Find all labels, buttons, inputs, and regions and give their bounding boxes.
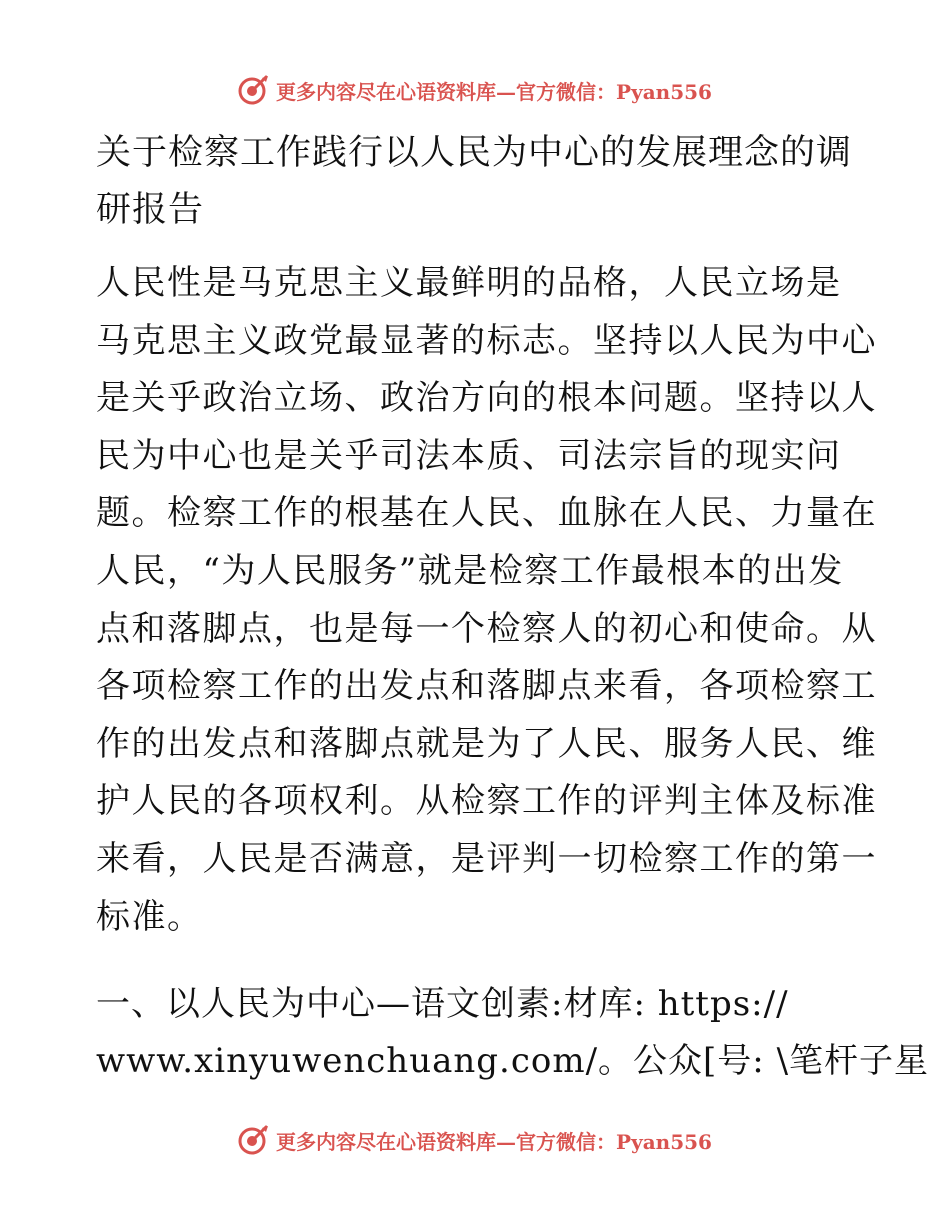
pen-logo-icon — [238, 74, 270, 106]
footer-banner-text: 更多内容尽在心语资料库—官方微信：Pyan556 — [276, 1129, 712, 1154]
body-paragraph — [96, 255, 877, 946]
header-banner — [0, 70, 950, 110]
paragraph-line: 护人民的各项权利。从检察工作的评判主体及标准 — [96, 781, 877, 822]
paragraph-line: 马克思主义政党最显著的标志。坚持以人民为中心 — [96, 320, 877, 361]
document-title — [96, 125, 856, 239]
title-line: 关于检察工作践行以人民为中心的发展理念的调 — [96, 133, 853, 173]
footer-banner — [0, 1120, 950, 1160]
section-line: www.xinyuwenchuang.com/。公众[号: \笔杆子星 — [96, 1041, 930, 1081]
header-banner-text: 更多内容尽在心语资料库—官方微信：Pyan556 — [276, 79, 712, 104]
section-heading — [96, 976, 930, 1090]
paragraph-line: 民为中心也是关乎司法本质、司法宗旨的现实问 — [96, 435, 842, 476]
title-line: 研报告 — [96, 190, 205, 230]
paragraph-line: 标准。 — [96, 896, 203, 937]
paragraph-line: 点和落脚点，也是每一个检察人的初心和使命。从 — [96, 608, 877, 649]
paragraph-line: 来看，人民是否满意，是评判一切检察工作的第一 — [96, 838, 877, 879]
pen-logo-icon — [238, 1124, 270, 1156]
paragraph-line: 是关乎政治立场、政治方向的根本问题。坚持以人 — [96, 378, 877, 419]
section-line: 一、以人民为中心—语文创素:材库: https:// — [96, 984, 789, 1024]
paragraph-line: 作的出发点和落脚点就是为了人民、服务人民、维 — [96, 723, 877, 764]
paragraph-line: 人民性是马克思主义最鲜明的品格，人民立场是 — [96, 263, 842, 303]
paragraph-line: 题。检察工作的根基在人民、血脉在人民、力量在 — [96, 493, 877, 534]
paragraph-line: 各项检察工作的出发点和落脚点来看，各项检察工 — [96, 666, 877, 707]
paragraph-line: 人民，“为人民服务”就是检察工作最根本的出发 — [96, 550, 844, 591]
